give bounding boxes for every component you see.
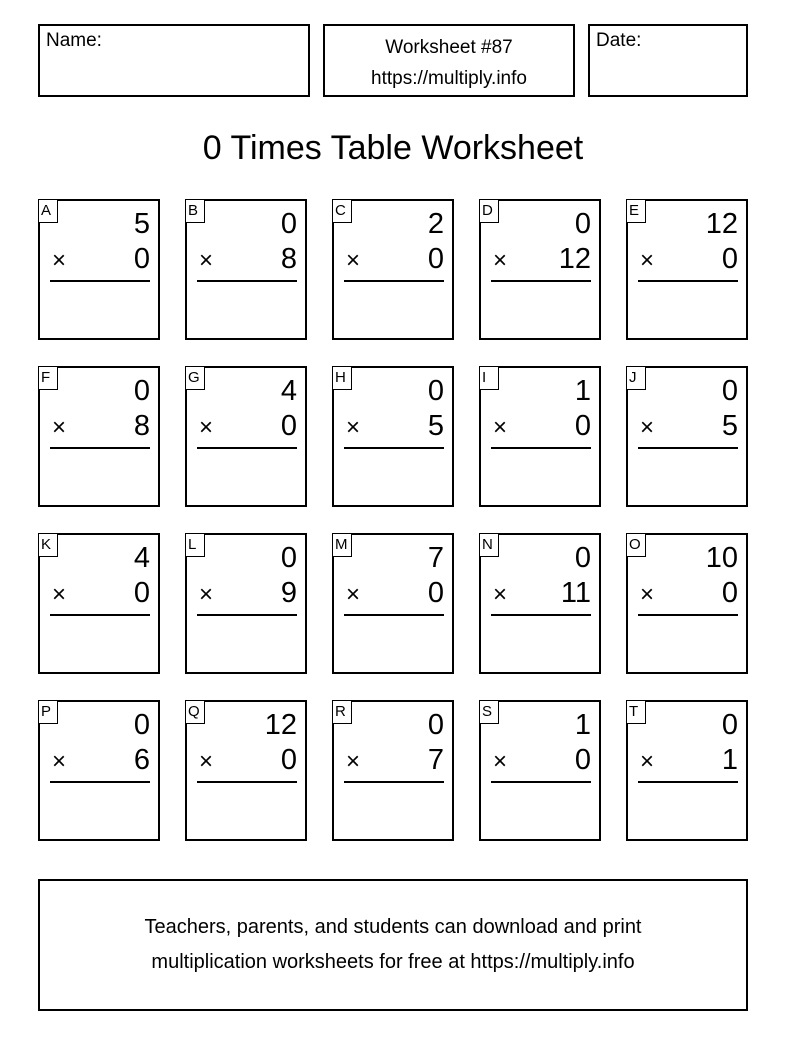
date-label: Date: xyxy=(596,30,642,51)
multiplicand: 0 xyxy=(133,375,150,407)
problem-letter: C xyxy=(332,199,352,223)
times-symbol: × xyxy=(52,748,67,775)
multiplicand: 0 xyxy=(280,208,297,240)
answer-line xyxy=(50,447,150,449)
problem-card[interactable] xyxy=(185,199,307,340)
multiplicand: 1 xyxy=(574,709,591,741)
answer-line xyxy=(491,781,591,783)
times-symbol: × xyxy=(640,414,655,441)
problem-letter: L xyxy=(185,533,205,557)
times-symbol: × xyxy=(199,581,214,608)
answer-line xyxy=(638,280,738,282)
multiplier: 1 xyxy=(721,744,738,776)
answer-line xyxy=(344,614,444,616)
answer-line xyxy=(197,280,297,282)
name-field-box[interactable] xyxy=(38,24,310,97)
page-title: 0 Times Table Worksheet xyxy=(202,129,584,167)
answer-line xyxy=(197,614,297,616)
multiplier: 6 xyxy=(133,744,150,776)
problem-card[interactable] xyxy=(38,700,160,841)
problem-letter: T xyxy=(626,700,646,724)
multiplier: 8 xyxy=(280,243,297,275)
problem-card[interactable] xyxy=(332,700,454,841)
times-symbol: × xyxy=(52,581,67,608)
answer-line xyxy=(491,447,591,449)
times-symbol: × xyxy=(346,247,361,274)
answer-line xyxy=(344,781,444,783)
multiplicand: 0 xyxy=(721,709,738,741)
multiplier: 9 xyxy=(280,577,297,609)
problem-card[interactable] xyxy=(38,199,160,340)
problem-letter: B xyxy=(185,199,205,223)
multiplicand: 5 xyxy=(133,208,150,240)
answer-line xyxy=(50,781,150,783)
problem-letter: G xyxy=(185,366,205,390)
name-label: Name: xyxy=(46,30,102,51)
problem-letter: E xyxy=(626,199,646,223)
times-symbol: × xyxy=(52,414,67,441)
times-symbol: × xyxy=(346,748,361,775)
times-symbol: × xyxy=(346,581,361,608)
multiplicand: 4 xyxy=(280,375,297,407)
problem-letter: J xyxy=(626,366,646,390)
problem-card[interactable] xyxy=(332,533,454,674)
worksheet-url: https://multiply.info xyxy=(371,68,527,89)
multiplier: 12 xyxy=(558,243,591,275)
problem-letter: D xyxy=(479,199,499,223)
problem-letter: K xyxy=(38,533,58,557)
problem-card[interactable] xyxy=(38,533,160,674)
problem-card[interactable] xyxy=(626,700,748,841)
multiplier: 0 xyxy=(721,243,738,275)
footer-line-1: Teachers, parents, and students can download and print xyxy=(144,916,642,938)
date-field-box[interactable] xyxy=(588,24,748,97)
multiplier: 0 xyxy=(427,577,444,609)
problem-letter: I xyxy=(479,366,499,390)
problem-letter: O xyxy=(626,533,646,557)
problem-card[interactable] xyxy=(332,366,454,507)
multiplicand: 2 xyxy=(427,208,444,240)
problem-letter: Q xyxy=(185,700,205,724)
problem-card[interactable] xyxy=(185,533,307,674)
multiplicand: 0 xyxy=(574,542,591,574)
answer-line xyxy=(197,447,297,449)
times-symbol: × xyxy=(493,748,508,775)
problem-letter: M xyxy=(332,533,352,557)
times-symbol: × xyxy=(493,247,508,274)
answer-line xyxy=(638,614,738,616)
times-symbol: × xyxy=(493,581,508,608)
problem-card[interactable] xyxy=(479,366,601,507)
times-symbol: × xyxy=(199,748,214,775)
multiplier: 0 xyxy=(133,577,150,609)
answer-line xyxy=(50,614,150,616)
answer-line xyxy=(344,447,444,449)
problem-card[interactable] xyxy=(38,366,160,507)
problem-card[interactable] xyxy=(626,366,748,507)
multiplicand: 4 xyxy=(133,542,150,574)
times-symbol: × xyxy=(640,247,655,274)
multiplicand: 0 xyxy=(721,375,738,407)
multiplier: 0 xyxy=(574,744,591,776)
problem-letter: H xyxy=(332,366,352,390)
answer-line xyxy=(344,280,444,282)
multiplier: 0 xyxy=(721,577,738,609)
answer-line xyxy=(491,280,591,282)
multiplicand: 0 xyxy=(427,709,444,741)
multiplicand: 0 xyxy=(427,375,444,407)
multiplier: 5 xyxy=(721,410,738,442)
times-symbol: × xyxy=(199,247,214,274)
problem-card[interactable] xyxy=(626,199,748,340)
problem-card[interactable] xyxy=(626,533,748,674)
multiplicand: 0 xyxy=(133,709,150,741)
answer-line xyxy=(197,781,297,783)
problem-card[interactable] xyxy=(479,199,601,340)
multiplier: 11 xyxy=(560,577,591,609)
times-symbol: × xyxy=(640,748,655,775)
multiplier: 0 xyxy=(427,243,444,275)
multiplier: 7 xyxy=(427,744,444,776)
times-symbol: × xyxy=(493,414,508,441)
multiplier: 8 xyxy=(133,410,150,442)
problem-letter: A xyxy=(38,199,58,223)
problem-card[interactable] xyxy=(479,700,601,841)
footer-line-2: multiplication worksheets for free at https://multiply.info xyxy=(151,951,635,973)
answer-line xyxy=(638,781,738,783)
multiplicand: 12 xyxy=(264,709,297,741)
multiplicand: 12 xyxy=(705,208,738,240)
multiplicand: 0 xyxy=(574,208,591,240)
multiplier: 5 xyxy=(427,410,444,442)
problem-letter: S xyxy=(479,700,499,724)
problem-letter: N xyxy=(479,533,499,557)
problem-letter: R xyxy=(332,700,352,724)
problem-card[interactable] xyxy=(185,366,307,507)
problem-card[interactable] xyxy=(479,533,601,674)
problem-card[interactable] xyxy=(185,700,307,841)
multiplicand: 1 xyxy=(574,375,591,407)
answer-line xyxy=(50,280,150,282)
problem-letter: P xyxy=(38,700,58,724)
worksheet-info-box xyxy=(323,24,575,97)
answer-line xyxy=(638,447,738,449)
multiplier: 0 xyxy=(280,410,297,442)
answer-line xyxy=(491,614,591,616)
times-symbol: × xyxy=(52,247,67,274)
multiplier: 0 xyxy=(280,744,297,776)
multiplier: 0 xyxy=(133,243,150,275)
multiplicand: 10 xyxy=(705,542,738,574)
times-symbol: × xyxy=(346,414,361,441)
problem-letter: F xyxy=(38,366,58,390)
times-symbol: × xyxy=(640,581,655,608)
times-symbol: × xyxy=(199,414,214,441)
multiplicand: 7 xyxy=(427,542,444,574)
worksheet-number: Worksheet #87 xyxy=(385,37,513,58)
multiplicand: 0 xyxy=(280,542,297,574)
problem-card[interactable] xyxy=(332,199,454,340)
multiplier: 0 xyxy=(574,410,591,442)
footer-box xyxy=(38,879,748,1011)
